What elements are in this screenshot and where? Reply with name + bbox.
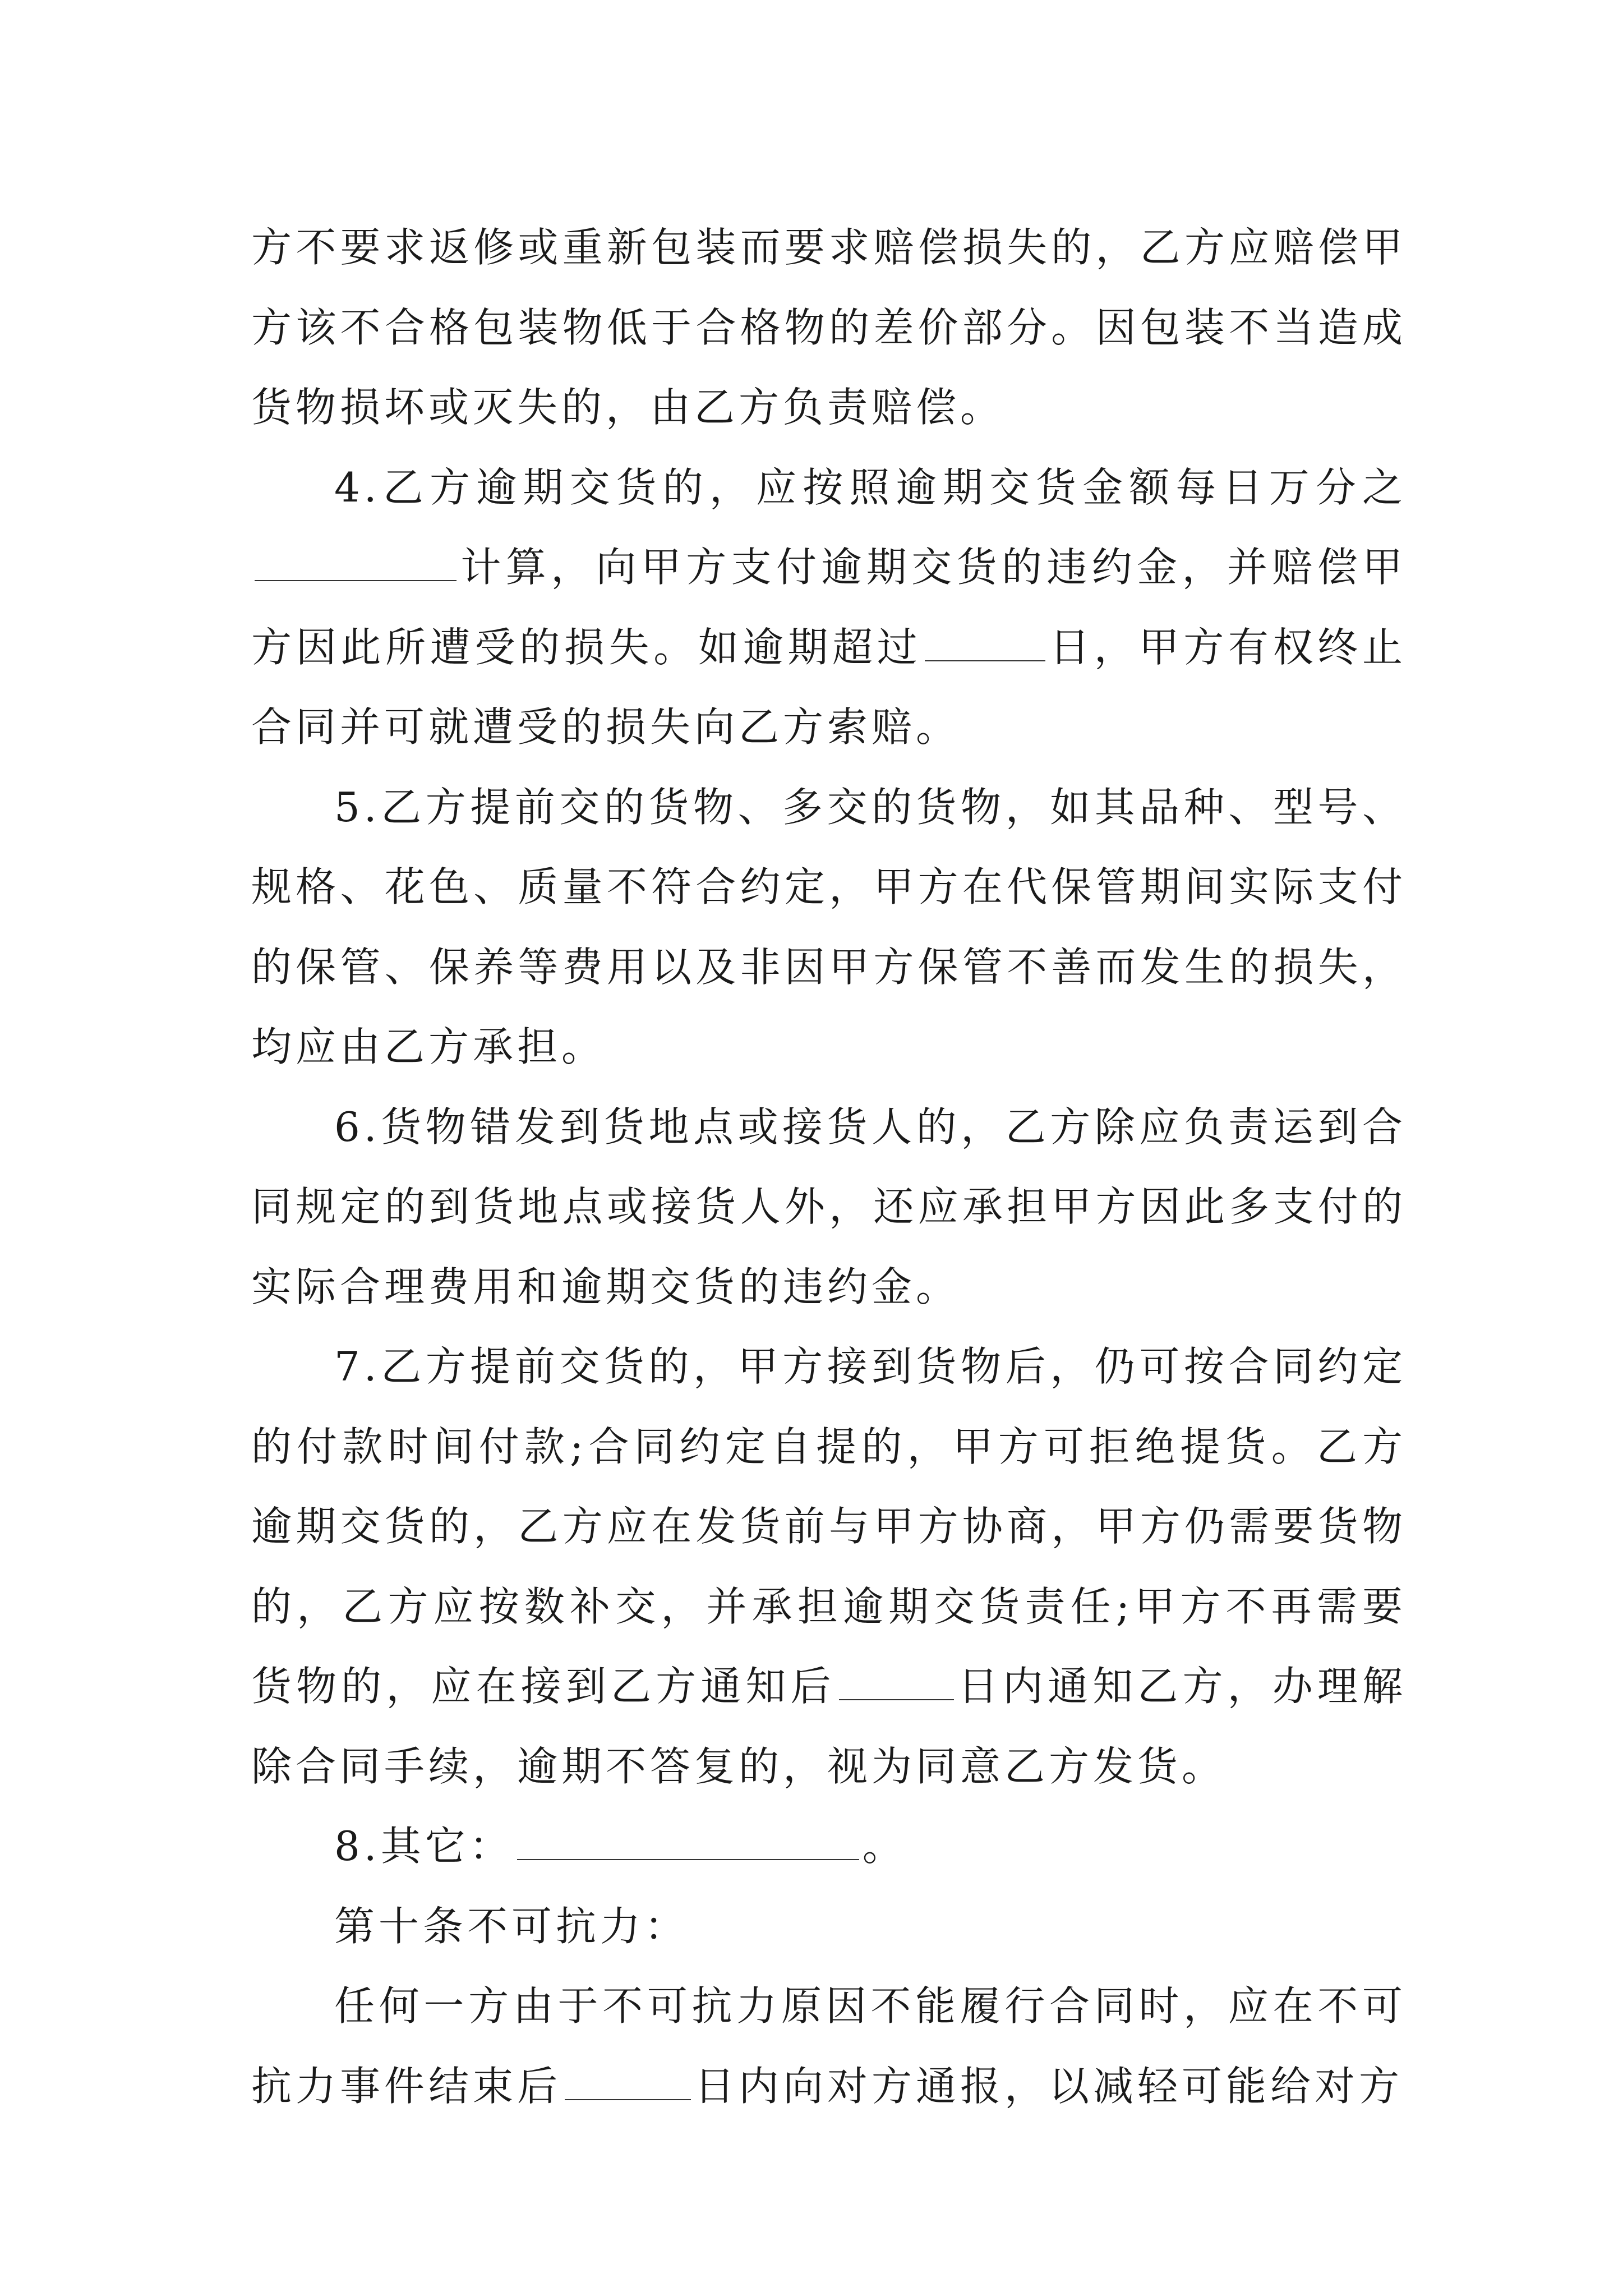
fill-in-blank	[255, 545, 457, 581]
paragraph-clause-8	[251, 1806, 1407, 1887]
clause-7-text-start: 7.乙方提前交货的，甲方接到货物后，仍可按合同约定的付款时间付款;合同约定自提的，甲方可拒绝提货。乙方逾期交货的，乙方应在发货前与甲方协商，甲方仍需要货物的，乙方应按数补交，并承担逾期交货责任;甲方不再需要货物的，应在接到乙方通知后	[251, 1343, 1407, 1710]
document-body	[251, 208, 1407, 2126]
article-10-title: 第十条不可抗力：	[334, 1902, 689, 1950]
paragraph-clause-5	[251, 767, 1407, 1087]
fill-in-blank	[925, 625, 1045, 661]
clause-4-text-start: 4.乙方逾期交货的，应按照逾期交货金额每日万分之	[334, 463, 1407, 511]
clause-4-text-end: 日，甲方有权终止合同并可就遭受的损失向乙方索赔。	[251, 623, 1407, 751]
fill-in-blank	[839, 1664, 954, 1700]
clause-5-text: 5.乙方提前交的货物、多交的货物，如其品种、型号、规格、花色、质量不符合约定，甲方在代保管期间实际支付的保管、保养等费用以及非因甲方保管不善而发生的损失，均应由乙方承担。	[251, 783, 1407, 1070]
paragraph-clause-7	[251, 1327, 1407, 1806]
paragraph-clause-4	[251, 448, 1407, 767]
paragraph-text: 方不要求返修或重新包装而要求赔偿损失的，乙方应赔偿甲方该不合格包装物低于合格物的差价部分。因包装不当造成货物损坏或灭失的，由乙方负责赔偿。	[251, 224, 1407, 431]
clause-6-text: 6.货物错发到货地点或接货人的，乙方除应负责运到合同规定的到货地点或接货人外，还应承担甲方因此多支付的实际合理费用和逾期交货的违约金。	[251, 1103, 1407, 1310]
force-majeure-text-start: 任何一方由于不可抗力原因不能履行合同时，应在不可抗力事件结束后	[251, 1982, 1407, 2110]
force-majeure-text-end: 日内向对方通报，以减轻可能给对方	[694, 2062, 1404, 2110]
clause-7-text-end: 日内通知乙方，办理解除合同手续，逾期不答复的，视为同意乙方发货。	[251, 1663, 1407, 1790]
paragraph-packaging-compensation	[251, 208, 1407, 448]
section-heading-article-10	[251, 1887, 1407, 1967]
paragraph-force-majeure	[251, 1966, 1407, 2126]
clause-8-label: 8.其它：	[334, 1823, 514, 1870]
fill-in-blank	[565, 2064, 691, 2100]
clause-8-end: 。	[862, 1823, 907, 1870]
clause-4-text-middle: 计算，向甲方支付逾期交货的违约金，并赔偿甲方因此所遭受的损失。如逾期超过	[251, 544, 1407, 671]
fill-in-blank	[517, 1824, 859, 1860]
paragraph-clause-6	[251, 1087, 1407, 1327]
